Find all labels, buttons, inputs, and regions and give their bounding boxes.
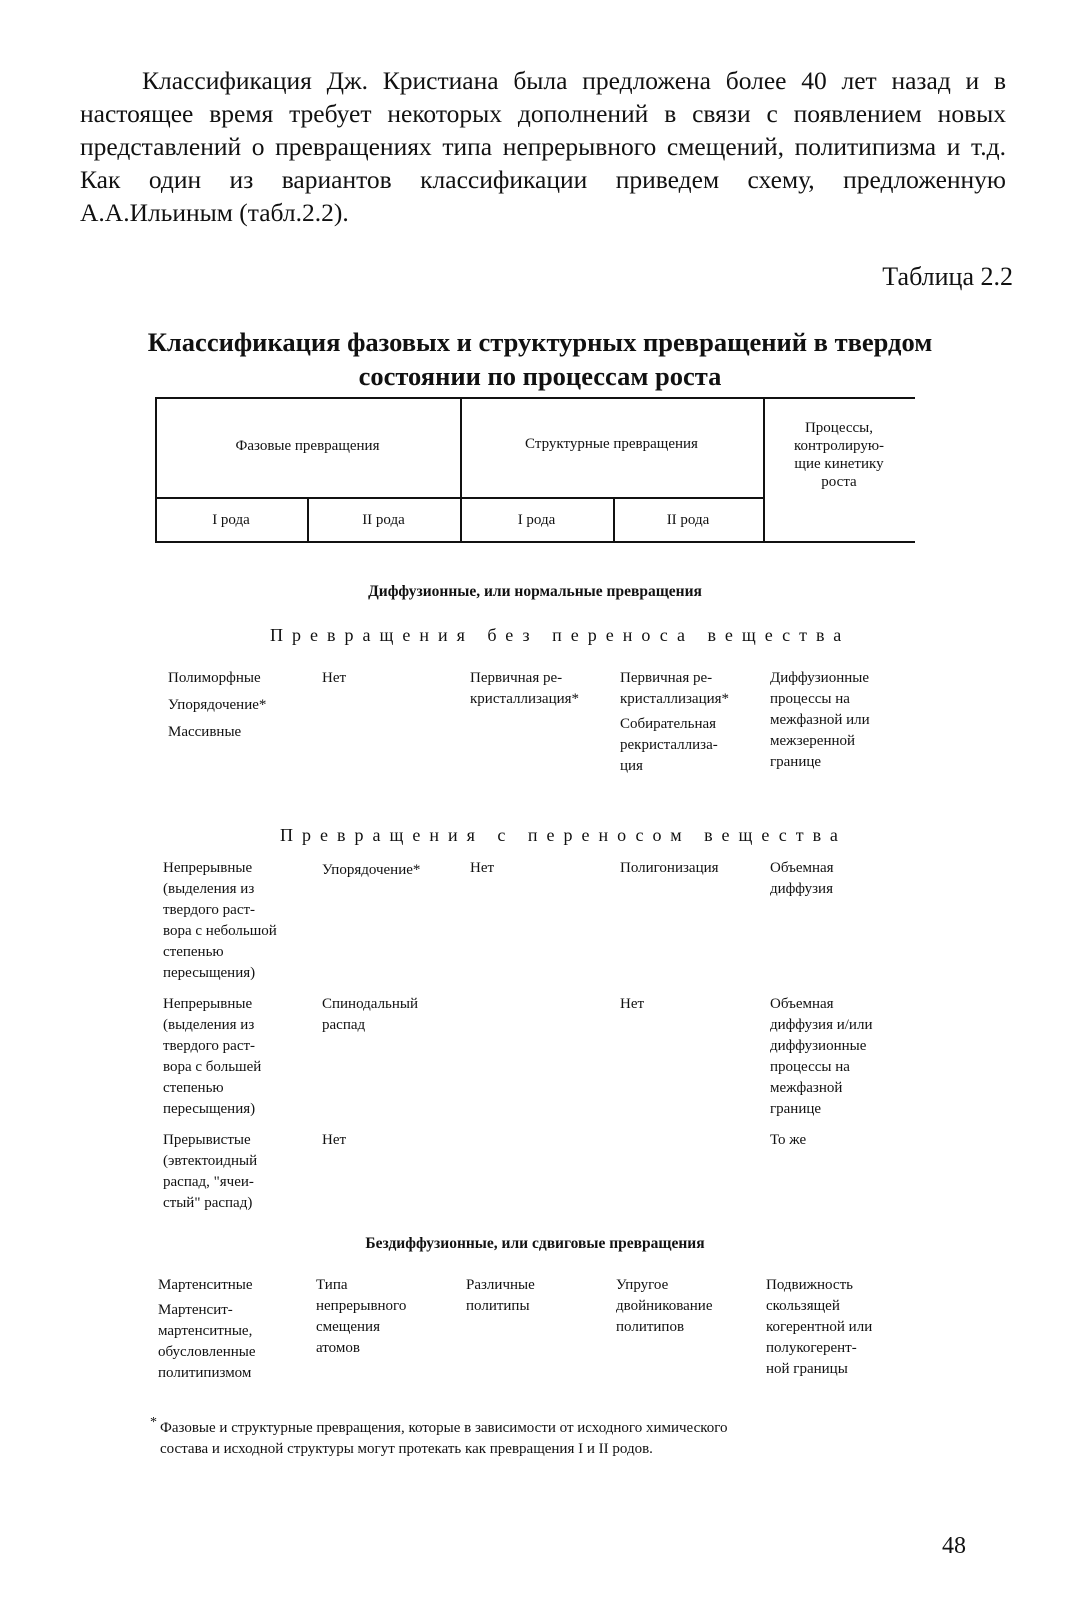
header-phase: Фазовые превращения [235,438,380,454]
with-row1-col5: Объемная диффузия [770,860,834,897]
section-diffusionless: Бездиффузионные, или сдвиговые превращения [365,1235,705,1252]
table-header [155,397,915,543]
with-row3-col2: Нет [322,1132,347,1148]
page-number: 48 [942,1533,966,1559]
table-title-line: состоянии по процессам роста [358,361,722,391]
without-col5: Диффузионные процессы на межфазной или межзеренной границе [770,670,870,770]
with-row1-col4: Полигонизация [620,860,719,876]
with-row1-col1: Непрерывные (выделения из твердого раст- вора с небольшой степенью пересыщения) [163,860,277,981]
header-kind-4: II рода [666,512,710,528]
with-row2-col4: Нет [620,996,645,1012]
section-diffusion: Диффузионные, или нормальные превращения [368,583,702,600]
with-row3-col5: То же [770,1132,807,1148]
subsection-without-transfer: Превращения без переноса вещества [270,625,851,645]
footnote [150,1415,920,1460]
header-structural: Структурные превращения [525,436,698,452]
with-row3-col1: Прерывистые (эвтектоидный распад, "ячеи- стый" распад) [163,1132,258,1211]
paragraph-line: и т.д. Как один из вариантов классификации приведем схему, предложенную [80,132,1006,194]
with-row2-col1: Непрерывные (выделения из твердого раст- вора с большей степенью пересыщения) [163,996,262,1117]
footnote-line: Фазовые и структурные превращения, которые в зависимости от исходного химического [160,1420,728,1436]
diffusionless-col4: Упругое двойникование политипов [616,1277,713,1335]
without-col3: Первичная ре- кристаллизация* [470,670,580,707]
with-row1-col2: Упорядочение* [322,862,421,878]
diffusionless-col5: Подвижность скользящей когерентной или полукогерент- ной границы [766,1277,873,1377]
header-kind-2: II рода [362,512,405,528]
paragraph-line: настоящее время требует некоторых дополнений в связи с появлением новых [80,99,1006,128]
diffusionless-col3: Различные политипы [466,1277,535,1314]
intro-paragraph [80,64,1006,229]
without-col2: Нет [322,670,347,686]
header-processes: Процессы, контролирую- щие кинетику роста [793,420,885,490]
diffusionless-col1: Мартенситные Мартенсит- мартенситные, обусловленные политипизмом [158,1277,256,1381]
header-kind-3: I рода [517,512,556,528]
subsection-with-transfer: Превращения с переносом вещества [280,825,847,845]
table-title-line: Классификация фазовых и структурных превращений в твердом [147,327,933,357]
without-col1: Полиморфные Упорядочение* Массивные [168,670,267,740]
without-col4: Первичная ре- кристаллизация* Собирательная рекристаллиза- ция [620,670,730,774]
footnote-mark: * [150,1415,157,1430]
with-row2-col2: Спинодальный распад [322,996,419,1033]
with-row1-col3: Нет [470,860,495,876]
table-number: Таблица 2.2 [882,262,1013,291]
with-row2-col5: Объемная диффузия и/или диффузионные процессы на межфазной границе [770,996,873,1117]
diffusionless-col2: Типа непрерывного смещения атомов [316,1277,407,1356]
table-title [100,325,980,393]
paragraph-line: А.А.Ильиным (табл.2.2). [80,198,349,227]
paragraph-line: представлений о превращениях типа непрерывного смещений, политипизма [80,132,937,161]
footnote-line: состава и исходной структуры могут протекать как превращения I и II родов. [160,1441,653,1457]
paragraph-line: Классификация Дж. Кристиана была предложена более 40 лет назад и в [142,66,1006,95]
header-kind-1: I рода [212,512,250,528]
